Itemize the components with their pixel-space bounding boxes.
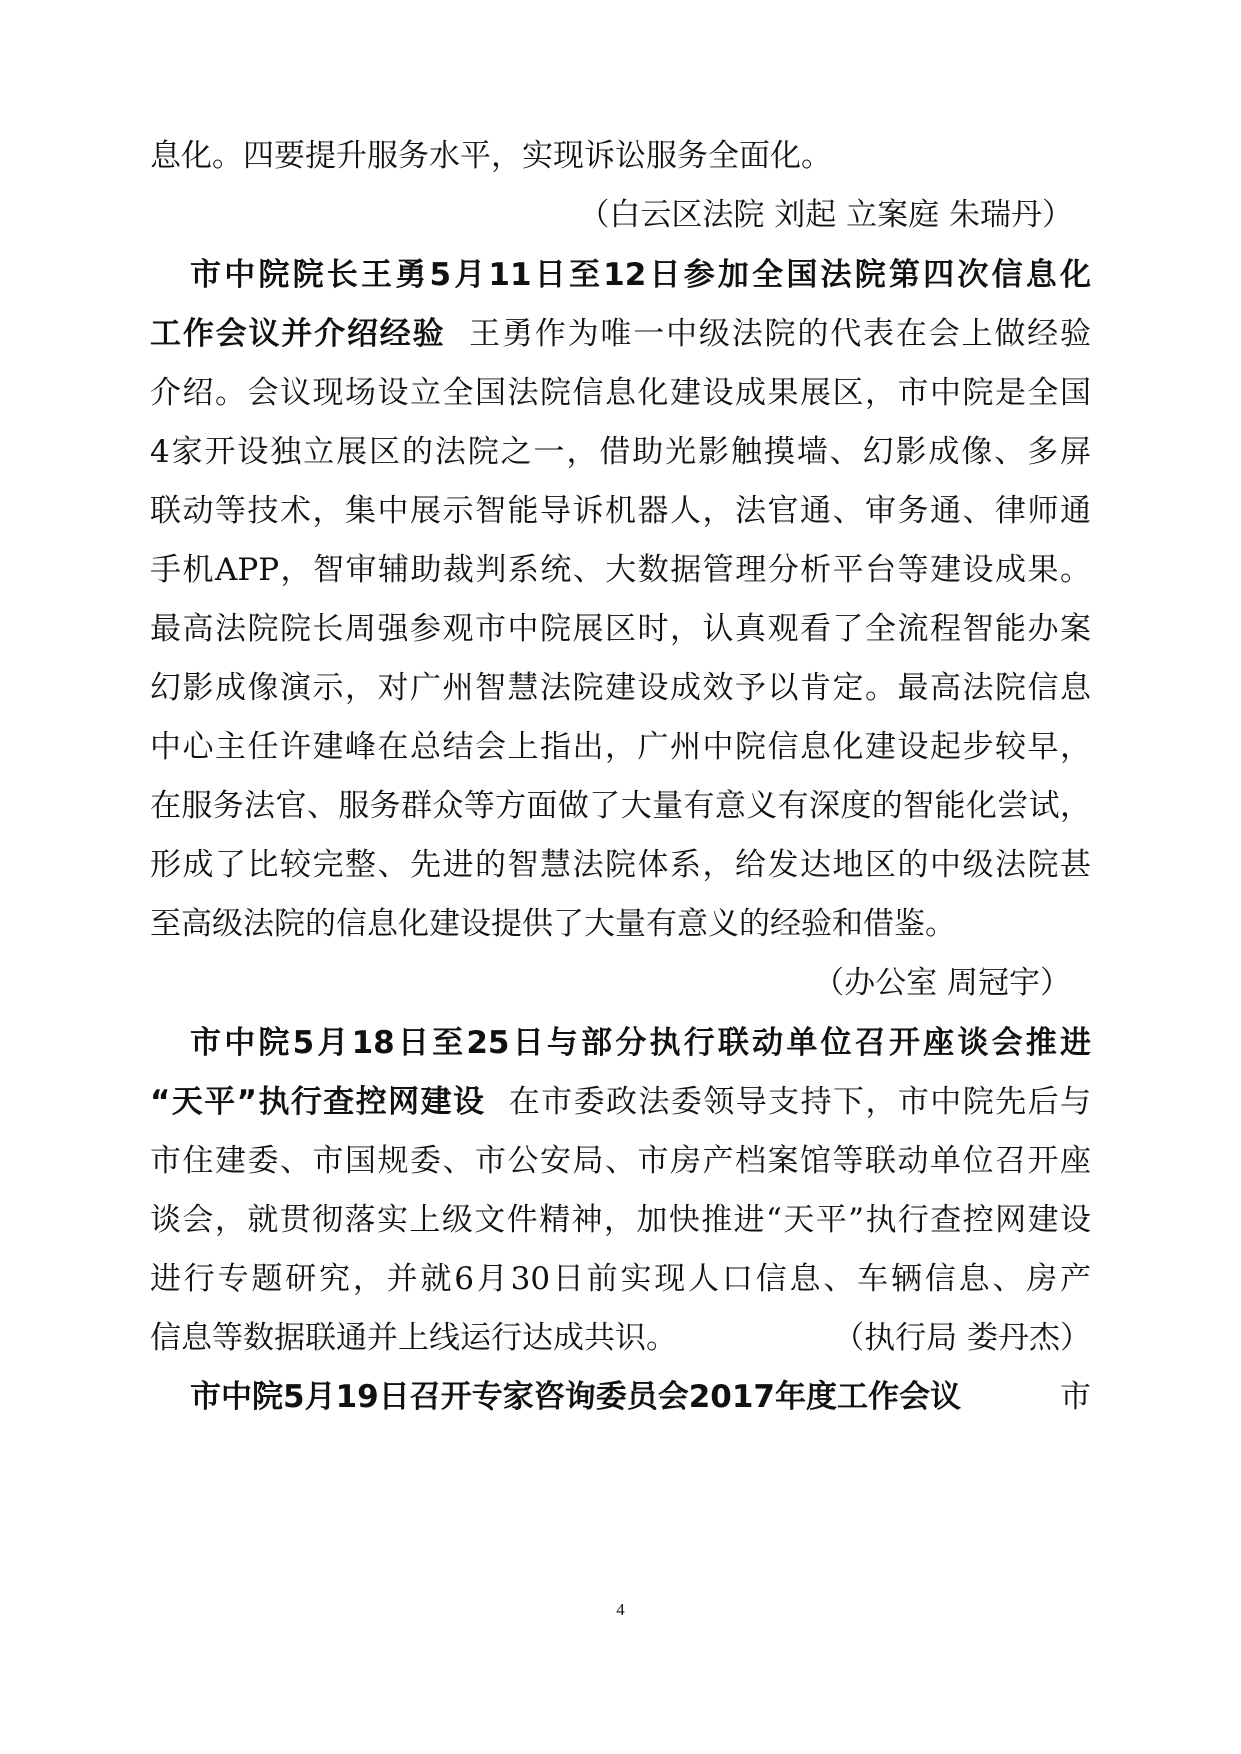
headline-text: 市中院院长王勇5月11日至12日参加全国法院第四次信息化 <box>190 257 1091 293</box>
text-line: 市住建委、市国规委、市公安局、市房产档案馆等联动单位召开座 <box>150 1143 1091 1179</box>
text-line: 形成了比较完整、先进的智慧法院体系，给发达地区的中级法院甚 <box>150 847 1091 883</box>
text-line: 谈会，就贯彻落实上级文件精神，加快推进“天平”执行查控网建设 <box>150 1202 1091 1238</box>
text-line <box>150 302 1091 366</box>
headline-text: “天平”执行查控网建设 <box>150 1084 486 1120</box>
article-headline <box>190 1011 1091 1075</box>
text-line: 介绍。会议现场设立全国法院信息化建设成果展区，市中院是全国 <box>150 375 1091 411</box>
text-line: 幻影成像演示，对广州智慧法院建设成效予以肯定。最高法院信息 <box>150 670 1091 706</box>
headline-text: 市中院5月18日至25日与部分执行联动单位召开座谈会推进 <box>190 1025 1091 1061</box>
body-text: 王勇作为唯一中级法院的代表在会上做经验 <box>469 316 1091 352</box>
headline-text: 工作会议并介绍经验 <box>150 316 446 352</box>
text-line <box>150 1306 1091 1370</box>
page-number: 4 <box>616 1600 625 1619</box>
byline: （办公室 周冠宇） <box>813 965 1071 1001</box>
text-line: 最高法院院长周强参观市中院展区时，认真观看了全流程智能办案 <box>150 611 1091 647</box>
article-headline <box>190 1365 1091 1429</box>
text-line: 进行专题研究，并就6月30日前实现人口信息、车辆信息、房产 <box>150 1261 1091 1297</box>
body-text: 在市委政法委领导支持下，市中院先后与 <box>508 1084 1092 1120</box>
text-line: 至高级法院的信息化建设提供了大量有意义的经验和借鉴。 <box>150 906 956 942</box>
text-line: 息化。四要提升服务水平，实现诉讼服务全面化。 <box>150 138 832 174</box>
text-line: 在服务法官、服务群众等方面做了大量有意义有深度的智能化尝试， <box>150 788 1091 824</box>
headline-text: 市中院5月19日召开专家咨询委员会2017年度工作会议 <box>190 1379 961 1415</box>
body-text: 市 <box>1060 1379 1091 1415</box>
article-headline <box>190 243 1091 307</box>
text-line <box>150 1070 1091 1134</box>
byline: （执行局 娄丹杰） <box>833 1320 1091 1356</box>
text-line: 4家开设独立展区的法院之一，借助光影触摸墙、幻影成像、多屏 <box>150 434 1091 470</box>
byline: （白云区法院 刘起 立案庭 朱瑞丹） <box>578 197 1073 233</box>
text-line: 联动等技术，集中展示智能导诉机器人，法官通、审务通、律师通 <box>150 493 1091 529</box>
body-text: 信息等数据联通并上线运行达成共识。 <box>150 1320 677 1356</box>
text-line: 手机APP，智审辅助裁判系统、大数据管理分析平台等建设成果。 <box>150 552 1091 588</box>
text-line: 中心主任许建峰在总结会上指出，广州中院信息化建设起步较早， <box>150 729 1091 765</box>
